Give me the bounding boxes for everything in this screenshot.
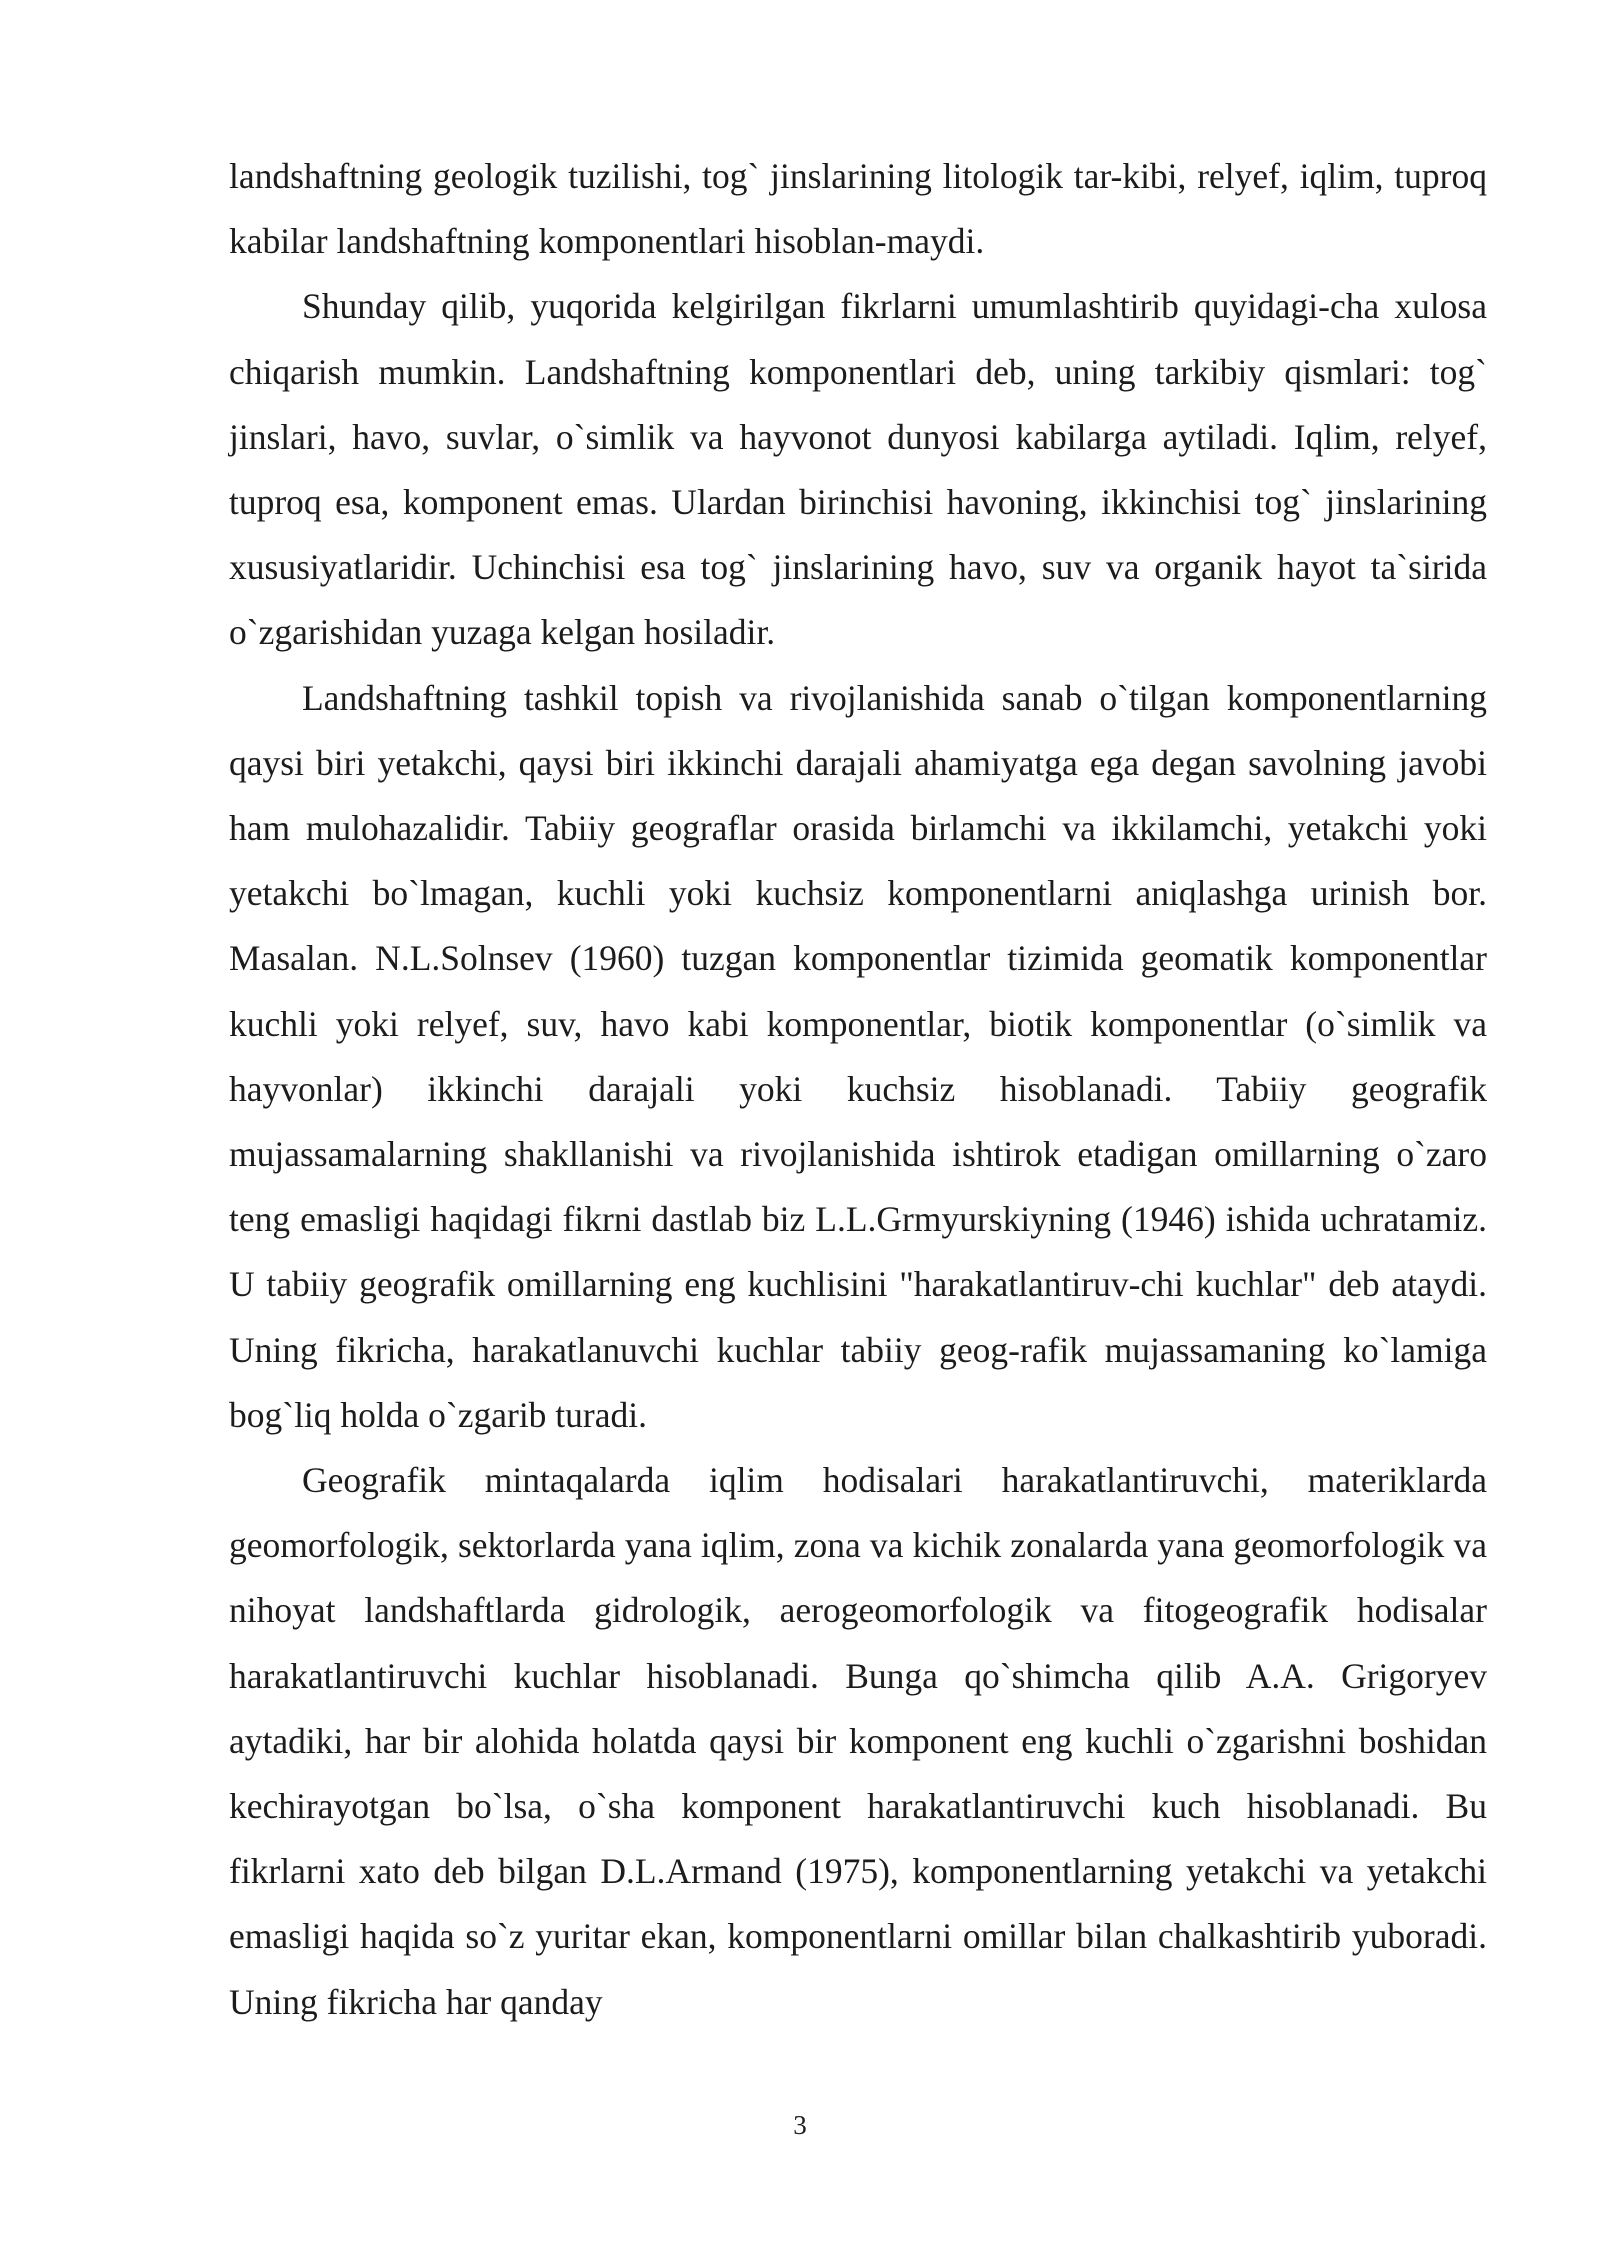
paragraph-3: Landshaftning tashkil topish va rivojlanishida sanab o`tilgan komponentlarning qaysi biri yetakchi, qaysi biri ikkinchi darajali ahamiyatga ega degan savolning javobi ham mulohazalidir. Tabiiy geograflar orasida birlamchi va ikkilamchi, yetakchi yoki yetakchi bo`lmagan, kuchli yoki kuchsiz komponentlarni aniqlashga urinish bor. Masalan. N.L.Solnsev (1960) tuzgan komponentlar tizimida geomatik komponentlar kuchli yoki relyef, suv, havo kabi komponentlar, biotik komponentlar (o`simlik va hayvonlar) ikkinchi darajali yoki kuchsiz hisoblanadi. Tabiiy geografik mujassamalarning shakllanishi va rivojlanishida ishtirok etadigan omillarning o`zaro teng emasligi haqidagi fikrni dastlab biz L.L.Grmyurskiyning (1946) ishida uchratamiz. U tabiiy geografik omillarning eng kuchlisini "harakatlantiruv-chi kuchlar" deb ataydi. Uning fikricha, harakatlanuvchi kuchlar tabiiy geog-rafik mujassamaning ko`lamiga bog`liq holda o`zgarib turadi. [229, 677, 1487, 1435]
paragraph-2: Shunday qilib, yuqorida kelgirilgan fikrlarni umumlashtirib quyidagi-cha xulosa chiqarish mumkin. Landshaftning komponentlari deb, uning tarkibiy qismlari: tog` jinslari, havo, suvlar, o`simlik va hayvonot dunyosi kabilarga aytiladi. Iqlim, relyef, tuproq esa, komponent emas. Ulardan birinchisi havoning, ikkinchisi tog` jinslarining xususiyatlaridir. Uchinchisi esa tog` jinslarining havo, suv va organik hayot ta`sirida o`zgarishidan yuzaga kelgan hosiladir. [229, 286, 1487, 653]
paragraph-1: landshaftning geologik tuzilishi, tog` jinslarining litologik tar-kibi, relyef, iqlim, tuproq kabilar landshaftning komponentlari hisoblan-maydi. [229, 156, 1487, 262]
page-number: 3 [793, 2110, 807, 2140]
body-text [229, 144, 1487, 2035]
paragraph-4: Geografik mintaqalarda iqlim hodisalari harakatlantiruvchi, materiklarda geomorfologik, sektorlarda yana iqlim, zona va kichik zonalarda yana geomorfologik va nihoyat landshaftlarda gidrologik, aerogeomorfologik va fitogeografik hodisalar harakatlantiruvchi kuchlar hisoblanadi. Bunga qo`shimcha qilib A.A. Grigoryev aytadiki, har bir alohida holatda qaysi bir komponent eng kuchli o`zgarishni boshidan kechirayotgan bo`lsa, o`sha komponent harakatlantiruvchi kuch hisoblanadi. Bu fikrlarni xato deb bilgan D.L.Armand (1975), komponentlarning yetakchi va yetakchi emasligi haqida so`z yuritar ekan, komponentlarni omillar bilan chalkashtirib yuboradi. Uning fikricha har qanday [229, 1460, 1487, 2022]
